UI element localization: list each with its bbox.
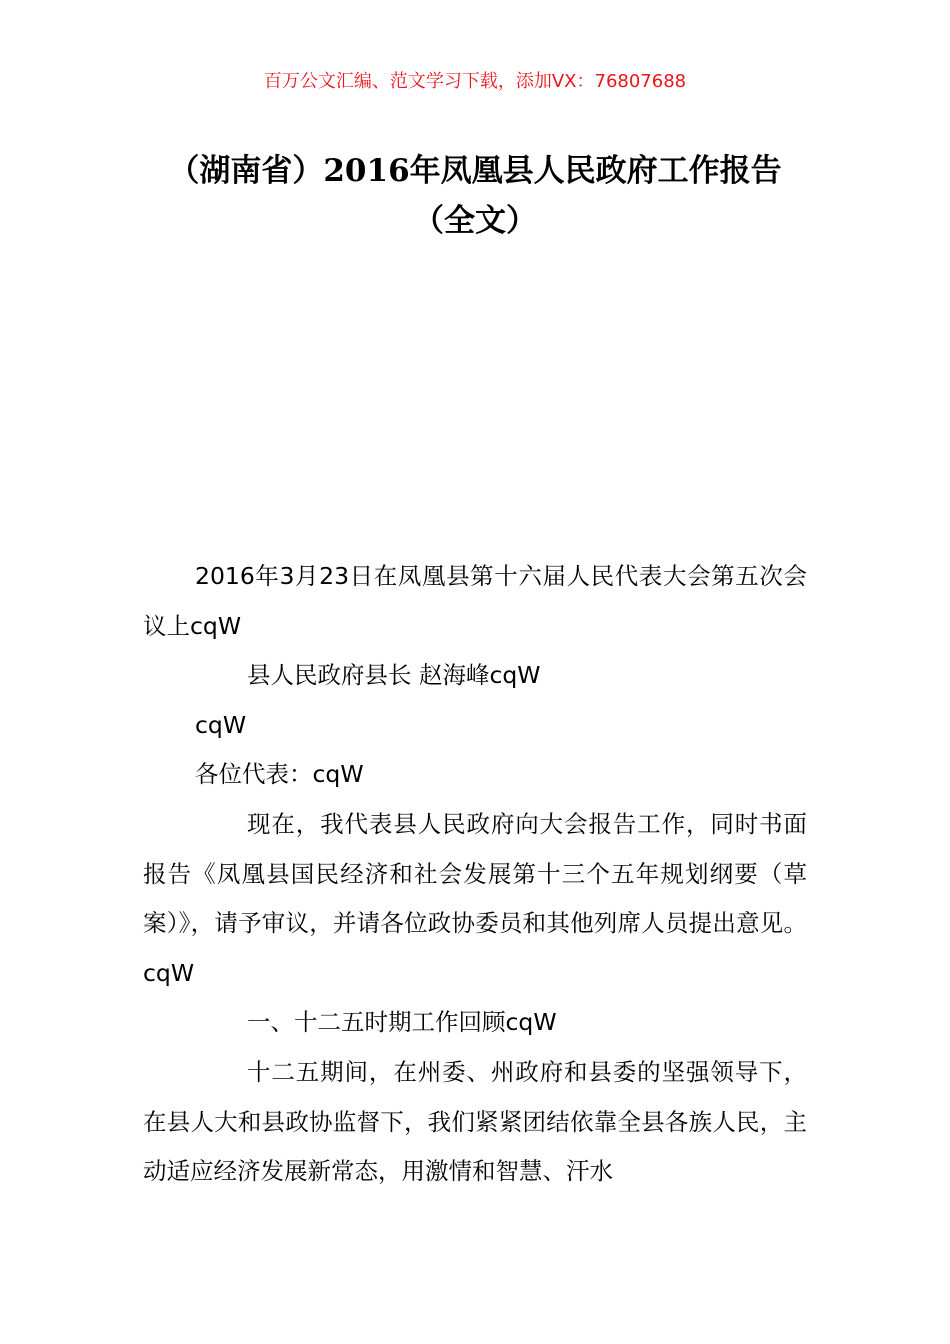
paragraph-speaker: 县人民政府县长 赵海峰cqW bbox=[247, 661, 541, 690]
paragraph-meeting-info: 2016年3月23日在凤凰县第十六届人民代表大会第五次会议上cqW bbox=[143, 562, 807, 640]
document-body bbox=[143, 552, 807, 1197]
paragraph-review-body: 十二五期间，在州委、州政府和县委的坚强领导下，在县人大和县政协监督下，我们紧紧团结依靠全县各族人民，主动适应经济发展新常态，用激情和智慧、汗水 bbox=[143, 1057, 807, 1186]
document-title: （湖南省）2016年凤凰县人民政府工作报告（全文） bbox=[168, 153, 782, 239]
paragraph-intro: 现在，我代表县人民政府向大会报告工作，同时书面报告《凤凰县国民经济和社会发展第十三个五年规划纲要（草案）》，请予审议，并请各位政协委员和其他列席人员提出意见。cqW bbox=[143, 809, 807, 987]
section-heading-review: 一、十二五时期工作回顾cqW bbox=[247, 1008, 557, 1037]
paragraph-salutation: 各位代表：cqW bbox=[195, 760, 364, 789]
header-ad-text: 百万公文汇编、范文学习下载，添加VX：76807688 bbox=[263, 71, 687, 92]
paragraph-blank-marker: cqW bbox=[195, 710, 247, 739]
